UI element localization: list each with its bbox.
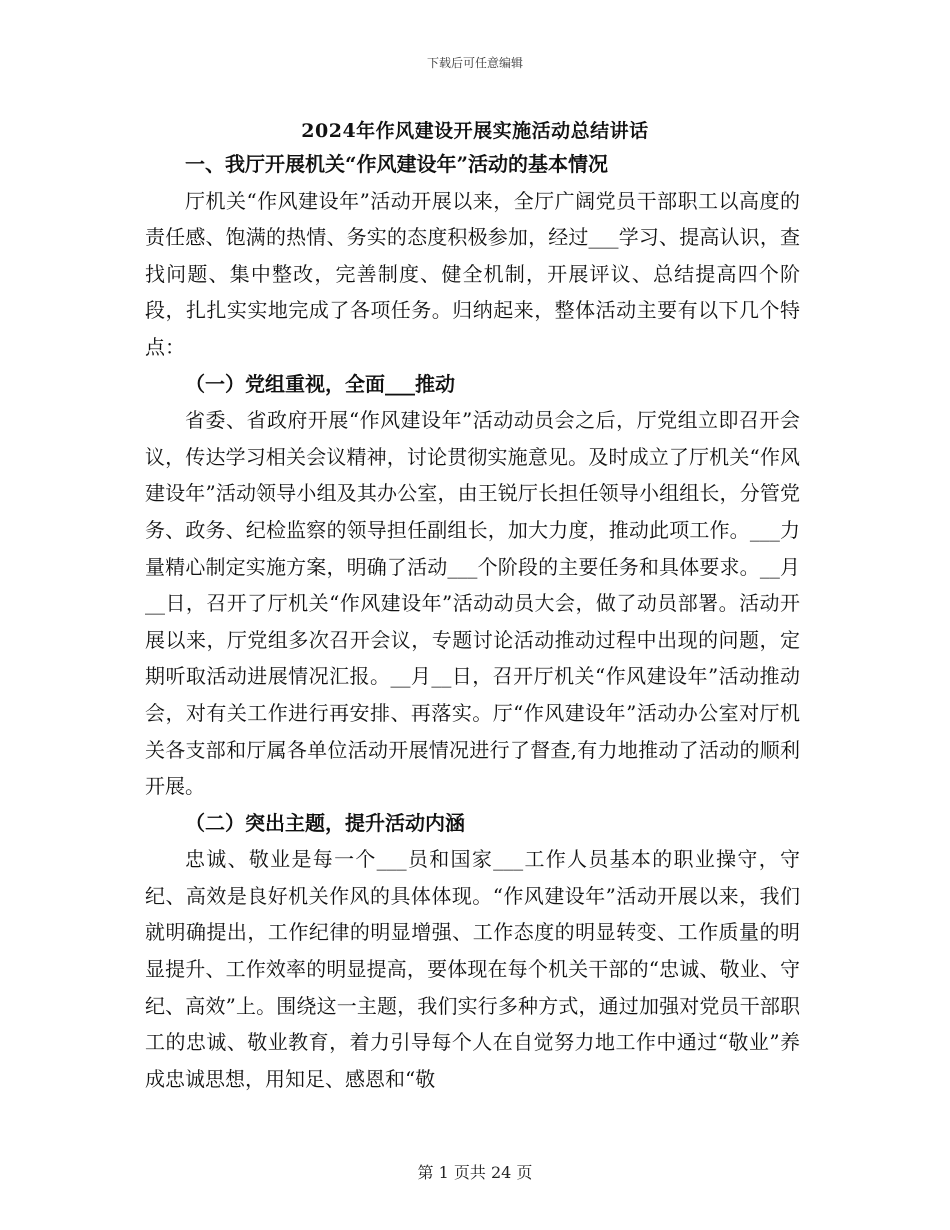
paragraph-1: 厅机关“作风建设年”活动开展以来，全厅广阔党员干部职工以高度的责任感、饱满的热情、务实的态度积极参加，经过___学习、提高认识，查找问题、集中整改，完善制度、健全机制，开展评议、总结提高四个阶段，扎扎实实地完成了各项任务。归纳起来，整体活动主要有以下几个特点： [145,188,800,359]
paragraph-2: 省委、省政府开展“作风建设年”活动动员会之后，厅党组立即召开会议，传达学习相关会议精神，讨论贯彻实施意见。及时成立了厅机关“作风建设年”活动领导小组及其办公室，由王锐厅长担任领导小组组长，分管党务、政务、纪检监察的领导担任副组长，加大力度，推动此项工作。___力量精心制定实施方案，明确了活动___个阶段的主要任务和具体要求。__月__日，召开了厅机关“作风建设年”活动动员大会，做了动员部署。活动开展以来，厅党组多次召开会议，专题讨论活动推动过程中出现的问题，定期听取活动进展情况汇报。__月__日，召开厅机关“作风建设年”活动推动会，对有关工作进行再安排、再落实。厅“作风建设年”活动办公室对厅机关各支部和厅属各单位活动开展情况进行了督查,有力地推动了活动的顺利开展。 [145,408,800,799]
page-header-note: 下载后可任意编辑 [426,56,523,70]
document-body [145,146,800,1097]
section-heading-1: 一、我厅开展机关“作风建设年”活动的基本情况 [185,152,609,176]
paragraph-3: 忠诚、敬业是每一个___员和国家___工作人员基本的职业操守，守纪、高效是良好机关作风的具体体现。“作风建设年”活动开展以来，我们就明确提出，工作纪律的明显增强、工作态度的明显转变、工作质量的明显提升、工作效率的明显提高，要体现在每个机关干部的“忠诚、敬业、守纪、高效”上。围绕这一主题，我们实行多种方式，通过加强对党员干部职工的忠诚、敬业教育，着力引导每个人在自觉努力地工作中通过“敬业”养成忠诚思想，用知足、感恩和“敬 [145,847,800,1091]
subsection-heading-2: （二）突出主题，提升活动内涵 [185,810,465,835]
page-number-footer: 第 1 页共 24 页 [417,1163,533,1182]
document-title: 2024年作风建设开展实施活动总结讲话 [301,120,649,142]
subsection-heading-1: （一）党组重视，全面___推动 [185,371,455,396]
